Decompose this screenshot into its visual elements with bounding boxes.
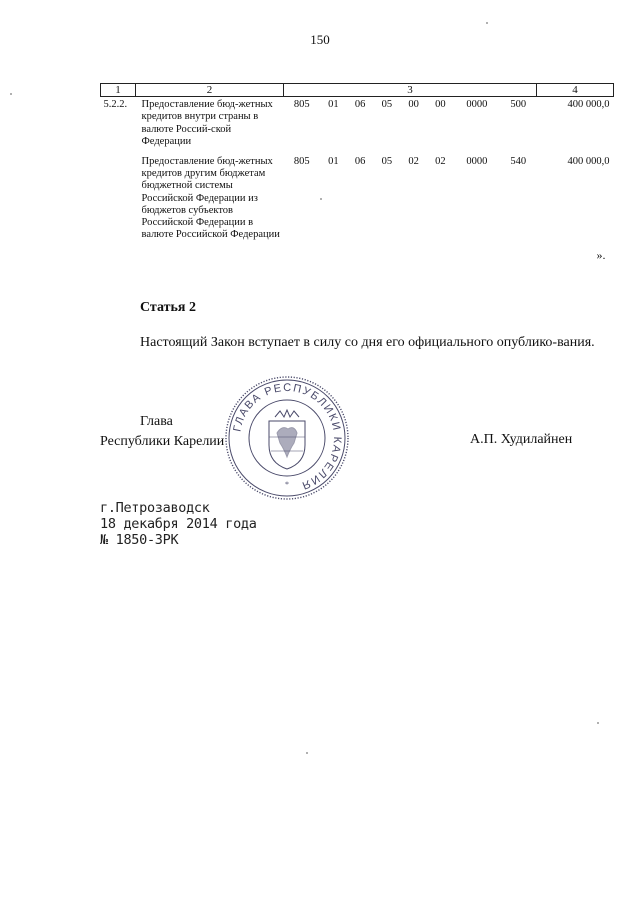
code-cell: 05 xyxy=(381,156,393,168)
code-cell: 805 xyxy=(293,156,310,168)
table-row xyxy=(101,97,614,154)
code-cell: 02 xyxy=(435,156,446,168)
code-cell: 805 xyxy=(293,99,310,111)
row-amount: 400 000,0 xyxy=(567,156,610,168)
scan-speck xyxy=(486,22,488,24)
budget-table xyxy=(100,83,614,264)
code-cell: 06 xyxy=(354,99,366,111)
scan-speck xyxy=(320,198,322,200)
scan-speck xyxy=(597,722,599,724)
header-col-2: 2 xyxy=(136,84,284,97)
code-cell: 05 xyxy=(381,99,393,111)
row-number xyxy=(101,154,136,247)
coat-of-arms-icon xyxy=(269,410,305,469)
signatory-title-line-2: Республики Карелии xyxy=(100,434,225,449)
code-cell: 01 xyxy=(328,99,339,111)
header-col-1: 1 xyxy=(101,84,136,97)
article-title: Статья 2 xyxy=(140,300,196,315)
row-number: 5.2.2. xyxy=(103,99,128,111)
article-body: Настоящий Закон вступает в силу со дня его официального опублико-вания. xyxy=(140,335,595,350)
code-cell: 0000 xyxy=(466,156,488,168)
issue-block xyxy=(100,500,257,548)
table-header-row xyxy=(101,84,614,97)
code-cell: 00 xyxy=(435,99,446,111)
seal-ring-text: ГЛАВА РЕСПУБЛИКИ КАРЕЛИЯ xyxy=(231,381,344,492)
code-cell: 0000 xyxy=(466,99,488,111)
code-cell: 500 xyxy=(510,99,527,111)
issue-number: № 1850-ЗРК xyxy=(100,532,179,548)
code-cell: 01 xyxy=(328,156,339,168)
table-row xyxy=(101,154,614,247)
issue-date: 18 декабря 2014 года xyxy=(100,516,257,532)
header-col-4: 4 xyxy=(537,84,614,97)
signatory-name: А.П. Худилайнен xyxy=(470,432,573,447)
official-seal-stamp xyxy=(222,373,352,503)
row-description: Предоставление бюд-жетных кредитов внутри страны в валюте Россий-ской Федерации xyxy=(141,99,273,147)
scan-speck xyxy=(10,93,12,95)
signatory-title-line-1: Глава xyxy=(140,414,173,429)
row-amount: 400 000,0 xyxy=(567,99,610,111)
code-cell: 06 xyxy=(354,156,366,168)
code-cell: 540 xyxy=(510,156,527,168)
code-cell: 00 xyxy=(408,99,419,111)
svg-text:*: * xyxy=(285,480,289,489)
row-description: Предоставление бюд-жетных кредитов другим бюджетам бюджетной системы Российской Федерации из бюджетов субъектов Российской Федерации в валюте Российской Федерации xyxy=(141,156,280,241)
issue-place: г.Петрозаводск xyxy=(100,500,210,516)
code-cell: 02 xyxy=(408,156,419,168)
page-number: 150 xyxy=(310,32,330,47)
signatory-title xyxy=(100,412,224,452)
scan-speck xyxy=(306,752,308,754)
header-col-3: 3 xyxy=(284,84,537,97)
table-closing-row xyxy=(101,247,614,263)
closing-quote-mark: ». xyxy=(596,248,606,263)
